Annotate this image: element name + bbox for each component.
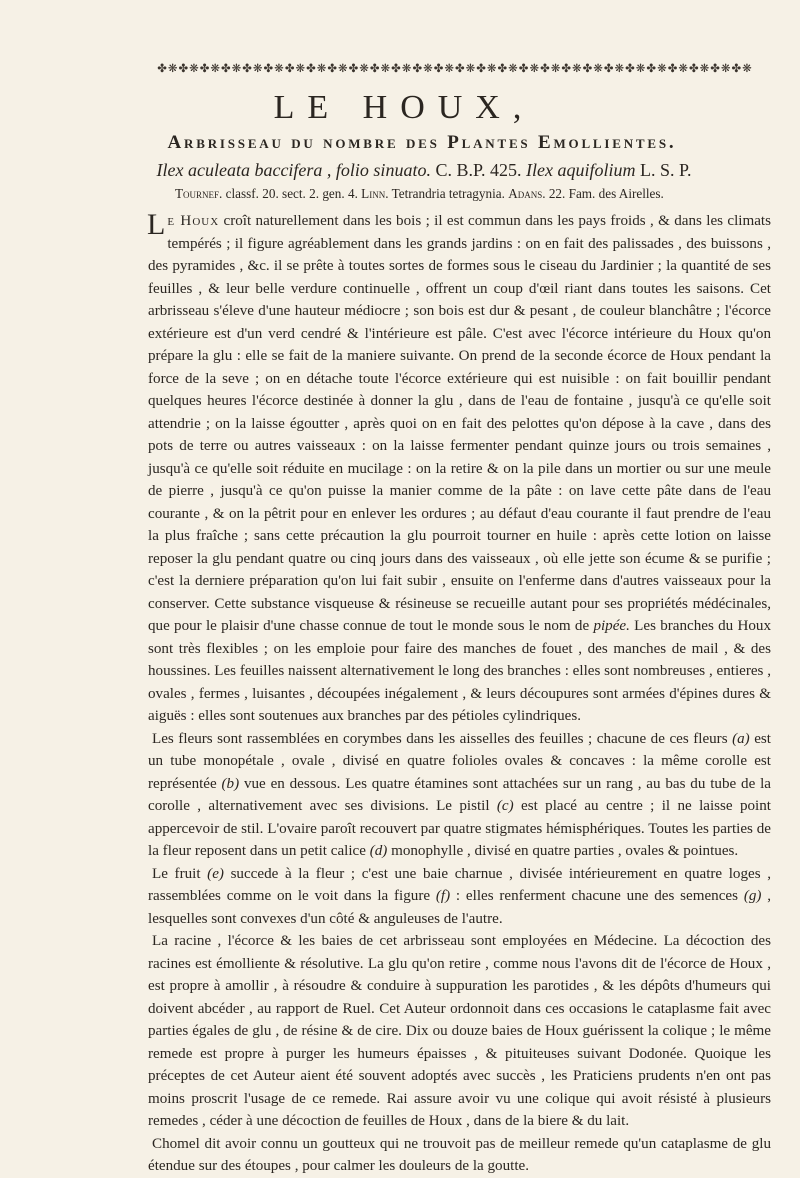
text-run: Les branches du Houx sont très flexibles ; on les emploie pour faire des manches de fouet , des manches de mail , & des houssines. Les feuilles naissent alternativement le long des branches : elles sont nombreuses , entieres , ovales , fermes , luisantes , découpées inégalement , & leurs découpures sont armées d'épines dures & aiguës : elles sont soutenues aux branches par des pétioles cylindriques. [148,618,771,724]
text-run: monophylle , divisé en quatre parties , ovales & pointues. [387,843,739,859]
italic-run: pipée. [593,618,630,634]
text-run: : elles renferment chacune une des semences [450,888,744,904]
classification-text: classf. 20. sect. 2. gen. 4. [222,186,362,201]
author-abbrev: Tournef. [175,186,223,201]
text-run: est un tube monopétale , ovale , divisé en quatre folioles ovales & concaves : la même corolle est représentée [148,730,771,792]
paragraph [148,210,771,728]
classification-line [175,184,775,204]
text-run: , lesquelles sont convexes d'un côté & anguleuses de l'autre. [148,888,772,927]
author-abbrev: Linn. [361,186,389,201]
text-run: vue en dessous. Les quatre étamines sont attachées sur un rang , au bas du tube de la corolle , alternativement avec ses divisions. Le pistil [148,775,771,814]
paragraph-text [148,933,771,1129]
italic-run: (f) [435,888,451,904]
italic-run: (d) [369,843,388,859]
body-text [148,210,771,1178]
italic-run: (g) [743,888,762,904]
paragraph-text [148,213,771,724]
italic-run: (b) [221,775,240,792]
paragraph-text [148,1136,771,1175]
paragraph-text [148,866,771,927]
subtitle: Arbrisseau du nombre des Plantes Emollientes. [167,132,677,153]
paragraph [148,728,771,863]
text-run: La racine , l'écorce & les baies de cet arbrisseau sont employées en Médecine. La décoction des racines est émolliente & résolutive. La glu qu'on retire , comme nous l'avons dit de l'écorce de Houx , est propre à amollir , à résoudre & conduire à suppuration les parotides , & les dépôts d'humeurs qui doivent abcéder , au rapport de Ruel. Cet Auteur ordonnoit dans ces occasions le cataplasme fait avec parties égales de glu , de résine & de cire. Dix ou douze baies de Houx guérissent la colique ; le même remede est propre à purger les humeurs épaisses , & pituiteuses suivant Dodonée. Quoique les préceptes de cet Auteur aient été souvent adoptés avec succès , les Praticiens prudents n'en ont pas moins proscrit l'usage de ce remede. Rai assure avoir vu une colique qui avoit résisté à plusieurs remedes , céder à une décoction de feuilles de Houx , dans de la biere & du lait. [148,933,771,1129]
paragraph [148,863,771,931]
paragraph [148,930,771,1133]
italic-run: (e) [207,865,224,882]
author-abbrev: Adans. [508,186,546,201]
text-run: est placé au centre ; il ne laisse point appercevoir de stil. L'ovaire paroît recouvert par quatre stigmates hémisphériques. Toutes les parties de la fleur reposent dans un petit calice [148,798,771,859]
synonym-text: L. S. P. [635,160,692,180]
lead-word: e Houx [167,213,220,229]
paragraph [148,1133,771,1178]
drop-cap: L [147,208,166,241]
classification-text: 22. Fam. des Airelles. [545,186,664,201]
text-run: Les fleurs sont rassemblées en corymbes dans les aisselles des feuilles ; chacune de ces fleurs [152,730,733,747]
classification-text: Tetrandria tetragynia. [388,186,509,201]
text-run: Le fruit [152,865,208,882]
synonym-italic: Ilex aquifolium [525,160,636,180]
text-run: succede à la fleur ; c'est une baie charnue , divisée intérieurement en quatre loges , rassemblées comme on le voit dans la figure [148,865,772,904]
italic-run: (a) [732,730,750,747]
synonym-italic: Ilex aculeata baccifera , folio sinuato. [156,160,431,180]
italic-run: (c) [496,798,514,814]
page-title: LE HOUX, [273,89,535,126]
synonym-text: C. B.P. 425. [430,160,526,180]
text-run: Chomel dit avoir connu un goutteux qui ne trouvoit pas de meilleur remede qu'un cataplasme de glu étendue sur des étoupes , pour calmer les douleurs de la goutte. [148,1135,771,1174]
text-run: croît naturellement dans les bois ; il est commun dans les pays froids , & dans les climats tempérés ; il figure agréablement dans les grands jardins : on en fait des palissades , des buissons , des pyramides , &c. il se prête à toutes sortes de formes sous le ciseau du Jardinier ; la quantité de ses feuilles , & leur belle verdure continuelle , offrent un coup d'œil riant dans toutes les saisons. Cet arbrisseau s'éleve d'une hauteur médiocre ; son bois est dur & pesant , de couleur blanchâtre ; l'écorce extérieure est d'un verd cendré & l'intérieure est pâle. C'est avec l'écorce intérieure du Houx qu'on prépare la glu : elle se fait de la maniere suivante. On prend de la seconde écorce de Houx pendant la force de la seve ; on en détache toute l'écorce extérieure qui est nuisible : on fait bouillir pendant quelques heures l'écorce destinée à donner la glu , dans de l'eau de fontaine , jusqu'à ce qu'elle soit attendrie ; on la laisse égoutter , après quoi on en fait des pelottes qu'on dépose à la cave , dans des pots de terre ou autres vaisseaux : on la laisse fermenter pendant quinze jours ou trois semaines , jusqu'à ce qu'elle soit réduite en mucilage : on la retire & on la pile dans un mortier ou sur une meule de pierre , jusqu'à ce qu'on puisse la manier comme de la pâte : on lave cette pâte dans de l'eau courante , & on la pêtrit pour en enlever les ordures ; au défaut d'eau courante il faut prendre de l'eau la plus fraîche ; sans cette précaution la glu pourroit tourner en huile : après cette lotion on laisse reposer la glu pendant quatre ou cinq jours dans des vaisseaux , où elle jette son écume & se purifie ; c'est la derniere préparation qu'on lui fait subir , ensuite on l'enferme dans d'autres vaisseaux pour la conserver. Cette substance visqueuse & résineuse se recueille autant pour ses propriétés médécinales, que pour le plaisir d'une chasse connue de tout le monde sous le nom de [148,213,771,634]
fleuron-ornament-band: ✤❋✤❋✤❋✤❋✤❋✤❋✤❋✤❋✤❋✤❋✤❋✤❋✤❋✤❋✤❋✤❋✤❋✤❋✤❋✤❋✤❋✤❋✤❋✤❋✤❋✤❋✤❋✤❋ [157,61,753,75]
botanical-synonyms [24,158,800,182]
paragraph-text [148,731,771,860]
